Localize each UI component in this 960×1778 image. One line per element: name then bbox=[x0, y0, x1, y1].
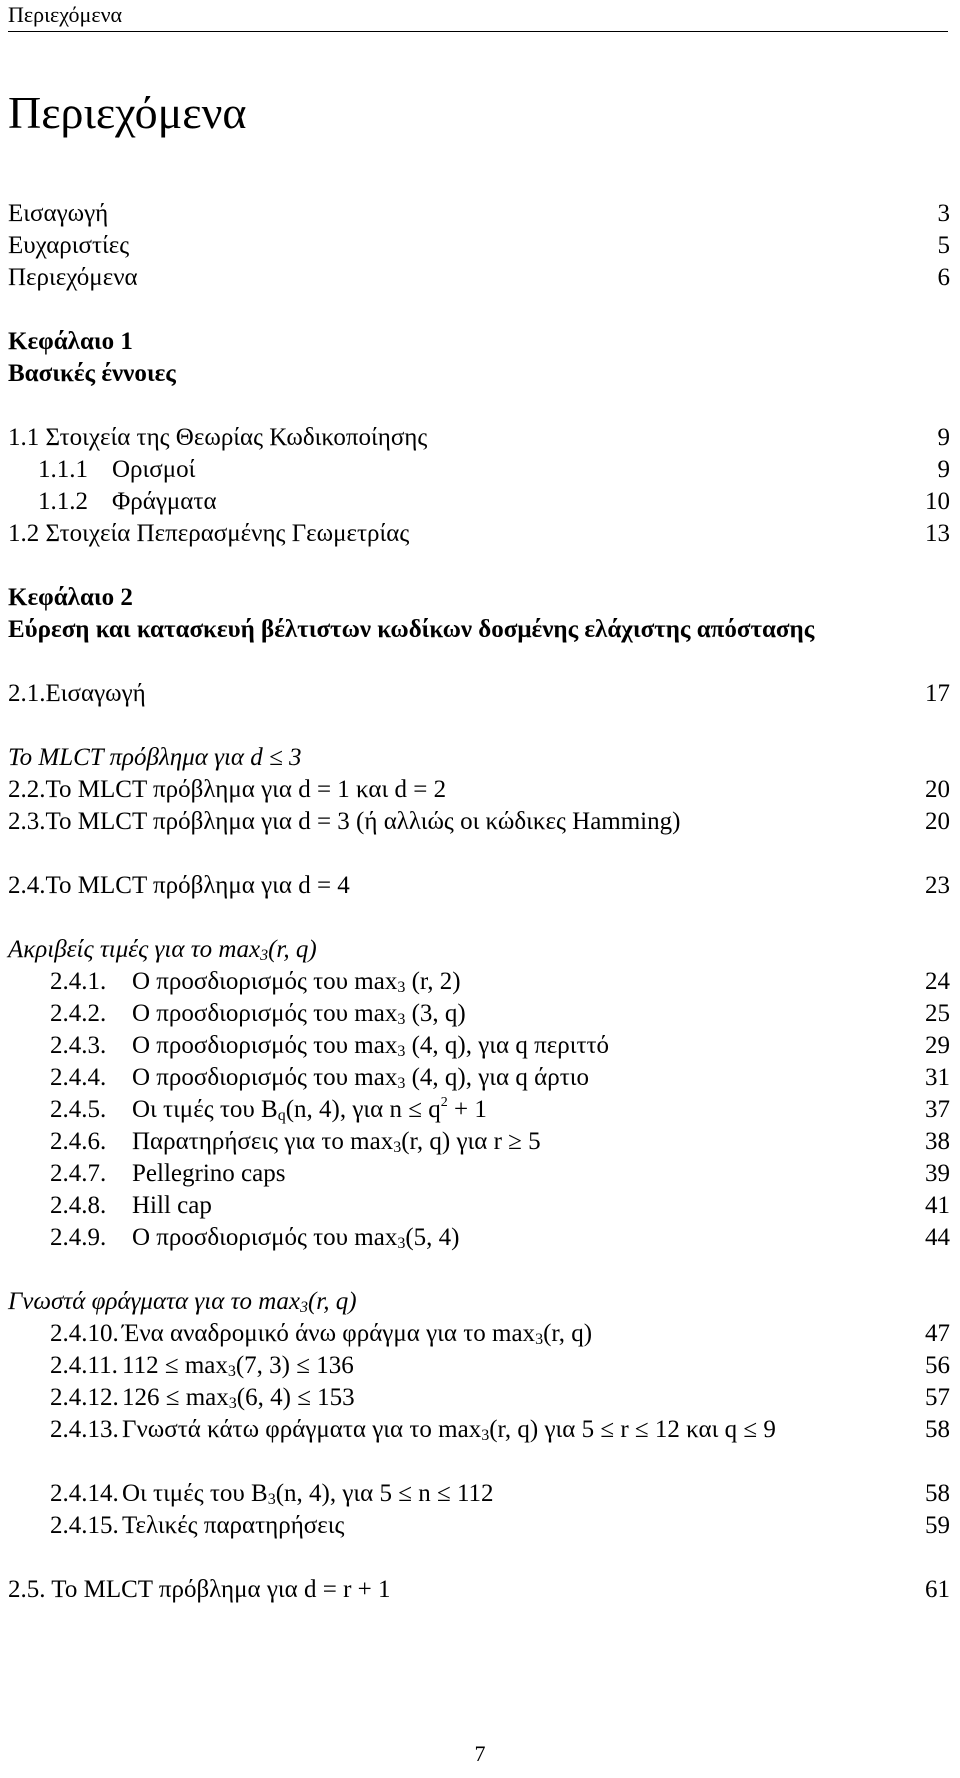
toc-entry-title: Εισαγωγή bbox=[8, 200, 109, 227]
toc-entry-page: 39 bbox=[925, 1160, 950, 1187]
toc-entry-title: Ένα αναδρομικό άνω φράγμα για το $\max_3(r$, q) bbox=[122, 1320, 593, 1348]
toc-entry-page: 58 bbox=[925, 1480, 950, 1507]
toc-entry[interactable] bbox=[8, 1414, 950, 1446]
toc-entry-number: 1.1.2 bbox=[38, 488, 88, 515]
section-heading-exact bbox=[8, 934, 950, 966]
toc-entry-title: Παρατηρήσεις για το $\max_3(r$, q) για r ≥ 5 bbox=[132, 1128, 541, 1156]
toc-entry-number: 2.4.14. bbox=[50, 1480, 119, 1507]
toc-entry[interactable] bbox=[8, 198, 950, 230]
toc-entry-page: 13 bbox=[925, 520, 950, 547]
toc-entry-title: 2.4.Το MLCT πρόβλημα για d = 4 bbox=[8, 872, 350, 899]
toc-entry[interactable] bbox=[8, 1158, 950, 1190]
toc-entry[interactable] bbox=[8, 518, 950, 550]
toc-entry-page: 41 bbox=[925, 1192, 950, 1219]
toc-entry-title: Τελικές παρατηρήσεις bbox=[122, 1512, 345, 1539]
toc-entry-title: Ο προσδιορισμός του $\max_3 (3$, q) bbox=[132, 1000, 466, 1028]
toc-entry[interactable] bbox=[8, 678, 950, 710]
toc-entry-page: 29 bbox=[925, 1032, 950, 1059]
toc-entry[interactable] bbox=[8, 966, 950, 998]
toc-entry-title: Περιεχόμενα bbox=[8, 264, 138, 291]
toc-entry-title: 2.1.Εισαγωγή bbox=[8, 680, 146, 707]
toc-entry-title: Hill cap bbox=[132, 1192, 212, 1219]
toc-entry[interactable] bbox=[8, 454, 950, 486]
toc-entry-page: 23 bbox=[925, 872, 950, 899]
page-title: Περιεχόμενα bbox=[8, 87, 247, 138]
toc-entry-title: Οι τιμές του $B_3(n$, 4), για 5 ≤ n ≤ 112 bbox=[122, 1480, 494, 1508]
toc-entry-title: Ο προσδιορισμός του $\max_3(5$, 4) bbox=[132, 1224, 460, 1252]
toc-entry-number: 2.4.3. bbox=[50, 1032, 107, 1059]
toc-entry-number: 2.4.4. bbox=[50, 1064, 107, 1091]
toc-entry[interactable] bbox=[8, 998, 950, 1030]
toc-entry-title: Οι τιμές του $B_q(n$, 4), για $n \le q^2 + 1$ bbox=[132, 1095, 487, 1124]
chapter-label-text: Κεφάλαιο 1 bbox=[8, 328, 133, 355]
toc-entry-title: Pellegrino caps bbox=[132, 1160, 286, 1187]
toc-entry-page: 25 bbox=[925, 1000, 950, 1027]
toc-entry[interactable] bbox=[8, 230, 950, 262]
toc-entry-page: 58 bbox=[925, 1416, 950, 1443]
toc-entry[interactable] bbox=[8, 806, 950, 838]
toc-entry[interactable] bbox=[8, 1350, 950, 1382]
chapter-label-text: Κεφάλαιο 2 bbox=[8, 584, 133, 611]
toc-entry-title: Ο προσδιορισμός του $\max_3 (4$, q), για q περιττό bbox=[132, 1032, 610, 1060]
toc-entry-page: 17 bbox=[925, 680, 950, 707]
toc-entry-title: 1.1 Στοιχεία της Θεωρίας Κωδικοποίησης bbox=[8, 424, 428, 451]
toc-entry-number: 2.4.15. bbox=[50, 1512, 119, 1539]
toc-entry-page: 38 bbox=[925, 1128, 950, 1155]
section-heading-text: Το MLCT πρόβλημα για d ≤ 3 bbox=[8, 744, 302, 771]
toc-entry-page: 3 bbox=[937, 200, 950, 227]
toc-entry[interactable] bbox=[8, 262, 950, 294]
chapter-2-label bbox=[8, 582, 950, 614]
toc-entry-page: 20 bbox=[925, 776, 950, 803]
toc-entry-page: 20 bbox=[925, 808, 950, 835]
toc-entry-title: Ορισμοί bbox=[112, 456, 196, 483]
toc-entry[interactable] bbox=[8, 1190, 950, 1222]
section-heading-bounds bbox=[8, 1286, 950, 1318]
running-header: Περιεχόμενα bbox=[8, 2, 948, 32]
chapter-title-text: Εύρεση και κατασκευή βέλτιστων κωδίκων δοσμένης ελάχιστης απόστασης bbox=[8, 616, 815, 643]
toc-entry-page: 31 bbox=[925, 1064, 950, 1091]
toc-entry[interactable] bbox=[8, 1574, 950, 1606]
toc-entry-title: Ευχαριστίες bbox=[8, 232, 130, 259]
toc-entry-number: 2.4.12. bbox=[50, 1384, 119, 1411]
toc-entry[interactable] bbox=[8, 1030, 950, 1062]
toc-entry-page: 61 bbox=[925, 1576, 950, 1603]
toc-entry-number: 2.4.6. bbox=[50, 1128, 107, 1155]
toc-entry[interactable] bbox=[8, 1382, 950, 1414]
toc-entry-page: 47 bbox=[925, 1320, 950, 1347]
toc-entry[interactable] bbox=[8, 422, 950, 454]
chapter-title-text: Βασικές έννοιες bbox=[8, 360, 176, 387]
toc-entry[interactable] bbox=[8, 774, 950, 806]
toc-entry-number: 2.4.2. bbox=[50, 1000, 107, 1027]
section-heading-mlct bbox=[8, 742, 950, 774]
toc-entry[interactable] bbox=[8, 870, 950, 902]
toc-entry-number: 2.4.5. bbox=[50, 1096, 107, 1123]
toc-entry-title: 1.2 Στοιχεία Πεπερασμένης Γεωμετρίας bbox=[8, 520, 410, 547]
section-heading-text: Ακριβείς τιμές για το $\max_3(r$, q) bbox=[8, 936, 317, 964]
chapter-1-label bbox=[8, 326, 950, 358]
toc-entry-title: 2.5. Το MLCT πρόβλημα για d = r + 1 bbox=[8, 1576, 391, 1603]
page-number: 7 bbox=[474, 1741, 486, 1766]
toc-entry[interactable] bbox=[8, 1318, 950, 1350]
toc-entry[interactable] bbox=[8, 1478, 950, 1510]
toc-entry-title: Ο προσδιορισμός του $\max_3 (4$, q), για q άρτιο bbox=[132, 1064, 589, 1092]
chapter-2-title bbox=[8, 614, 950, 646]
toc-entry-page: 6 bbox=[937, 264, 950, 291]
toc-entry-title: Φράγματα bbox=[112, 488, 217, 515]
toc-entry-title: $126 \le \max_3(6$, 4) ≤ 153 bbox=[122, 1384, 355, 1412]
toc-entry[interactable] bbox=[8, 1094, 950, 1126]
toc-entry-number: 2.4.9. bbox=[50, 1224, 107, 1251]
toc-entry-number: 2.4.13. bbox=[50, 1416, 119, 1443]
toc-entry[interactable] bbox=[8, 1222, 950, 1254]
toc-entry[interactable] bbox=[8, 486, 950, 518]
toc-entry-number: 2.4.7. bbox=[50, 1160, 107, 1187]
toc-entry-title: 2.3.Το MLCT πρόβλημα για d = 3 (ή αλλιώς οι κώδικες Hamming) bbox=[8, 808, 681, 835]
toc-entry-page: 57 bbox=[925, 1384, 950, 1411]
toc-entry[interactable] bbox=[8, 1510, 950, 1542]
toc-entry-number: 2.4.10. bbox=[50, 1320, 119, 1347]
toc-entry-page: 9 bbox=[937, 456, 950, 483]
toc-entry-title: Γνωστά κάτω φράγματα για το $\max_3(r$, q) για 5 ≤ r ≤ 12 και q ≤ 9 bbox=[122, 1416, 776, 1444]
section-heading-text: Γνωστά φράγματα για το $\max_3(r$, q) bbox=[8, 1288, 357, 1316]
toc-entry-title: $112 \le \max_3(7$, 3) ≤ 136 bbox=[122, 1352, 354, 1380]
toc-entry-page: 56 bbox=[925, 1352, 950, 1379]
toc-entry[interactable] bbox=[8, 1062, 950, 1094]
toc-entry-page: 10 bbox=[925, 488, 950, 515]
toc-entry-number: 2.4.11. bbox=[50, 1352, 118, 1379]
chapter-1-title bbox=[8, 358, 950, 390]
toc-entry-number: 2.4.8. bbox=[50, 1192, 107, 1219]
toc-entry-page: 59 bbox=[925, 1512, 950, 1539]
toc-entry-page: 9 bbox=[937, 424, 950, 451]
toc-entry-title: Ο προσδιορισμός του $\max_3 (r$, 2) bbox=[132, 968, 461, 996]
toc-entry-page: 44 bbox=[925, 1224, 950, 1251]
toc-entry-page: 37 bbox=[925, 1096, 950, 1123]
toc-entry[interactable] bbox=[8, 1126, 950, 1158]
toc-entry-title: 2.2.Το MLCT πρόβλημα για d = 1 και d = 2 bbox=[8, 776, 447, 803]
toc-entry-page: 5 bbox=[937, 232, 950, 259]
toc-entry-number: 1.1.1 bbox=[38, 456, 88, 483]
toc-entry-number: 2.4.1. bbox=[50, 968, 107, 995]
toc-entry-page: 24 bbox=[925, 968, 950, 995]
